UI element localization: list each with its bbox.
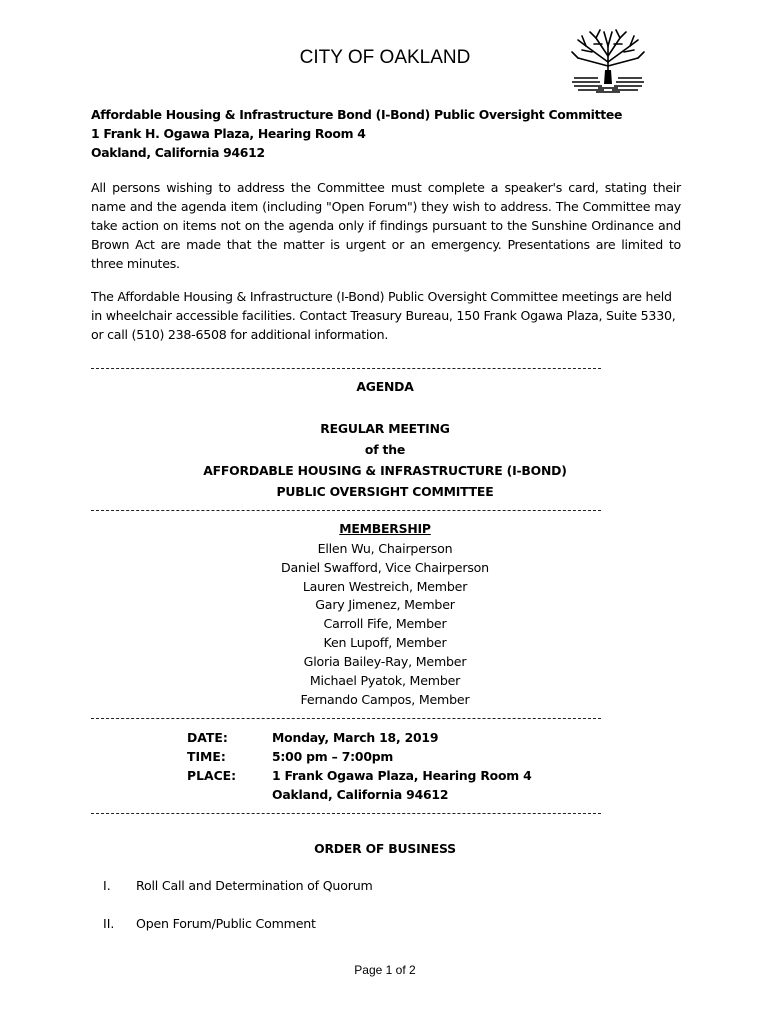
accessibility-line-1: The Affordable Housing & Infrastructure (I-Bond) Public Oversight Committee meetings are held	[91, 289, 672, 304]
divider	[91, 813, 601, 814]
address-street: 1 Frank H. Ogawa Plaza, Hearing Room 4	[91, 126, 366, 141]
member-item: Fernando Campos, Member	[300, 692, 470, 707]
divider	[91, 718, 601, 719]
meeting-type: REGULAR MEETING	[320, 421, 450, 436]
place-label: PLACE:	[187, 768, 237, 783]
order-of-business-heading: ORDER OF BUSINESS	[314, 841, 456, 856]
committee-name: Affordable Housing & Infrastructure Bond (I-Bond) Public Oversight Committee	[91, 107, 623, 122]
accessibility-line-3: or call (510) 238-6508 for additional information.	[91, 327, 389, 342]
date-value: Monday, March 18, 2019	[272, 730, 439, 745]
member-item: Carroll Fife, Member	[323, 616, 447, 631]
member-item: Lauren Westreich, Member	[302, 579, 468, 594]
membership-heading: MEMBERSHIP	[339, 521, 431, 536]
accessibility-line-2: in wheelchair accessible facilities. Contact Treasury Bureau, 150 Frank Ogawa Plaza, Suite 5330,	[91, 308, 676, 323]
page-number: Page 1 of 2	[354, 963, 416, 977]
place-value-line-2: Oakland, California 94612	[272, 787, 449, 802]
time-value: 5:00 pm – 7:00pm	[272, 749, 394, 764]
member-item: Ken Lupoff, Member	[323, 635, 447, 650]
agenda-item-number: I.	[103, 878, 111, 893]
of-the: of the	[364, 442, 406, 457]
member-item: Ellen Wu, Chairperson	[317, 541, 453, 556]
agenda-item-text: Open Forum/Public Comment	[136, 916, 316, 931]
member-item: Gary Jimenez, Member	[315, 597, 455, 612]
oak-tree-logo-icon	[568, 26, 648, 96]
committee-title-line-2: PUBLIC OVERSIGHT COMMITTEE	[276, 484, 494, 499]
divider	[91, 368, 601, 369]
member-item: Daniel Swafford, Vice Chairperson	[281, 560, 489, 575]
place-value-line-1: 1 Frank Ogawa Plaza, Hearing Room 4	[272, 768, 532, 783]
member-item: Michael Pyatok, Member	[309, 673, 461, 688]
agenda-item-text: Roll Call and Determination of Quorum	[136, 878, 373, 893]
committee-title-line-1: AFFORDABLE HOUSING & INFRASTRUCTURE (I-BOND)	[203, 463, 567, 478]
city-title: CITY OF OAKLAND	[299, 47, 471, 68]
divider	[91, 510, 601, 511]
member-item: Gloria Bailey-Ray, Member	[303, 654, 467, 669]
date-label: DATE:	[187, 730, 228, 745]
intro-paragraph: All persons wishing to address the Committee must complete a speaker's card, stating their name and the agenda item (including "Open Forum") they wish to address. The Committee may take action on items not on the agenda only if findings pursuant to the Sunshine Ordinance and Brown Act are made that the matter is urgent or an emergency. Presentations are limited to three minutes.	[91, 180, 681, 271]
agenda-heading: AGENDA	[356, 379, 414, 394]
agenda-item-number: II.	[103, 916, 115, 931]
address-city: Oakland, California 94612	[91, 145, 265, 160]
time-label: TIME:	[187, 749, 226, 764]
